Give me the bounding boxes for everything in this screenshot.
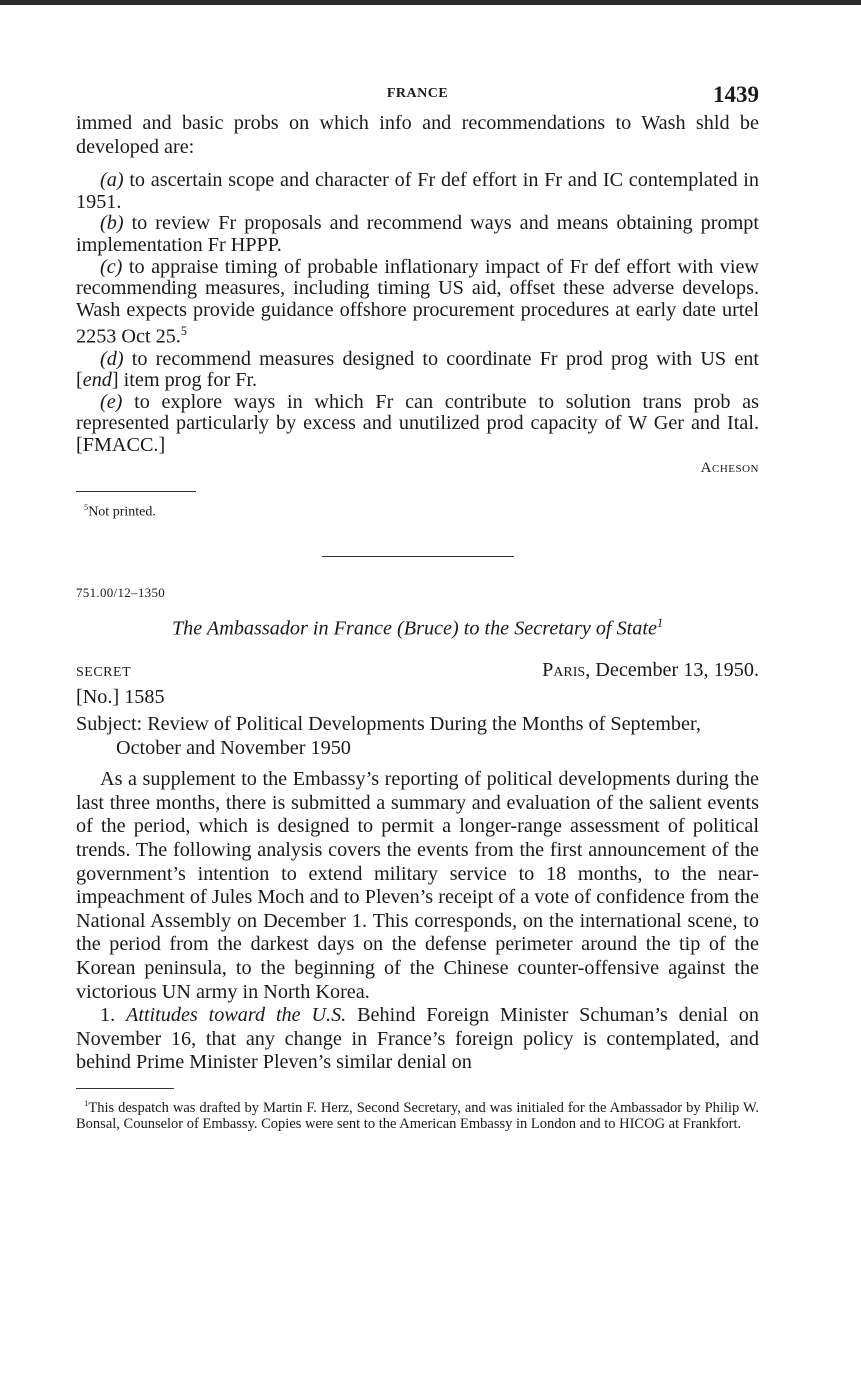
- footnote-text: This despatch was drafted by Martin F. Herz, Second Secretary, and was initialed for the Ambassador by Philip W. Bonsal, Counselor of Embassy. Copies were sent to the American Embassy in London and to HICOG at Frankfort.: [76, 1099, 759, 1132]
- heading-name: Bruce: [403, 618, 452, 641]
- footnote-marker: 5: [84, 502, 89, 512]
- paragraph-heading: Attitudes toward the U.S.: [126, 1004, 347, 1027]
- subject-text: Review of Political Developments During the Months of September, October and November 1950: [116, 713, 701, 759]
- footnote-marker: 1: [84, 1097, 89, 1108]
- list-item-text: to appraise timing of probable inflationary impact of Fr def effort with view recommending measures, including timing US aid, offset these adverse develops. Wash expects provide guidance offshore procurement procedures at early date urtel 2253 Oct 25.: [76, 255, 759, 349]
- running-header: [76, 82, 759, 112]
- dateline: [76, 659, 759, 685]
- list-item-emphasis: end: [82, 369, 112, 392]
- list-item-label: (b): [100, 212, 124, 235]
- list-item-text: to recommend measures designed to coordinate Fr prod prog with US ent [: [76, 347, 759, 392]
- list-item-text: to review Fr proposals and recommend ways and means obtaining prompt implementation Fr HPPP.: [76, 212, 759, 256]
- footnote-rule: [76, 1088, 174, 1089]
- paragraph-text: Behind Foreign Minister Schuman’s denial on November 16, that any change in France’s foreign policy is contemplated, and behind Prime Minister Pleven’s similar denial on: [76, 1004, 759, 1074]
- recommendation-list: [76, 170, 759, 456]
- footnote-text: Not printed.: [88, 504, 156, 520]
- section-separator: [322, 556, 514, 557]
- list-item: [76, 349, 759, 392]
- signature: [76, 460, 759, 477]
- list-item-text-end: ] item prog for Fr.: [111, 369, 258, 392]
- heading-part-2: to the Secretary of State: [463, 618, 657, 641]
- page-number: 1439: [713, 82, 759, 107]
- list-item: [76, 392, 759, 457]
- list-item: [76, 213, 759, 256]
- document-number: [No.] 1585: [76, 686, 165, 709]
- list-item: [76, 257, 759, 349]
- paragraph-number: 1.: [100, 1004, 116, 1027]
- footnote-ref-1: 1: [656, 616, 664, 631]
- list-item-text: to ascertain scope and character of Fr def effort in Fr and IC contemplated in 1951.: [76, 169, 760, 213]
- document-heading: The Ambassador in France (Bruce) to the Secretary of State$^1$: [171, 616, 664, 641]
- classification: SECRET: [76, 665, 132, 681]
- page-content: [76, 82, 759, 1132]
- footnote-ref-5: 5: [180, 324, 187, 339]
- footnote-1: [76, 1095, 759, 1132]
- continuation-lead: immed and basic probs on which info and recommendations to Wash shld be developed are:: [76, 112, 759, 158]
- footnote-5: [84, 500, 759, 521]
- list-item-text: to explore ways in which Fr can contribute to solution trans prob as represented particularly by excess and unutilized prod capacity of W Ger and Ital. [FMACC.]: [76, 390, 759, 457]
- top-border-line: [0, 0, 861, 5]
- signature-name: Acheson: [700, 459, 759, 476]
- date: , December 13, 1950.: [585, 659, 759, 682]
- place: Paris: [542, 659, 586, 682]
- body-paragraph: [76, 1004, 759, 1075]
- footnote-rule: [76, 491, 196, 492]
- running-title: FRANCE: [386, 86, 449, 101]
- list-item-label: (a): [100, 169, 124, 192]
- list-item: [76, 170, 759, 213]
- place-date: [542, 659, 759, 682]
- subject-label: Subject:: [76, 713, 143, 736]
- list-item-label: (d): [100, 347, 124, 370]
- subject-line: [76, 713, 759, 760]
- document-body: [76, 768, 759, 1075]
- list-item-label: (e): [100, 390, 123, 413]
- list-item-label: (c): [100, 255, 123, 278]
- file-number: 751.00/12–1350: [76, 585, 166, 601]
- body-paragraph: As a supplement to the Embassy’s reporting of political developments during the last three months, there is submitted a summary and evaluation of the salient events of the period, which is designed to permit a longer-range assessment of political trends. The following analysis covers the events from the first announcement of the government’s intention to extend military service to 18 months, to the near-impeachment of Jules Moch and to Pleven’s receipt of a vote of confidence from the National Assembly on December 1. This corresponds, on the international scene, to the period from the darkest days on the defense perimeter around the tip of the Korean peninsula, to the beginning of the Chinese counter-offensive against the victorious UN army in North Korea.: [76, 768, 759, 1003]
- heading-part: The Ambassador in France: [171, 618, 392, 641]
